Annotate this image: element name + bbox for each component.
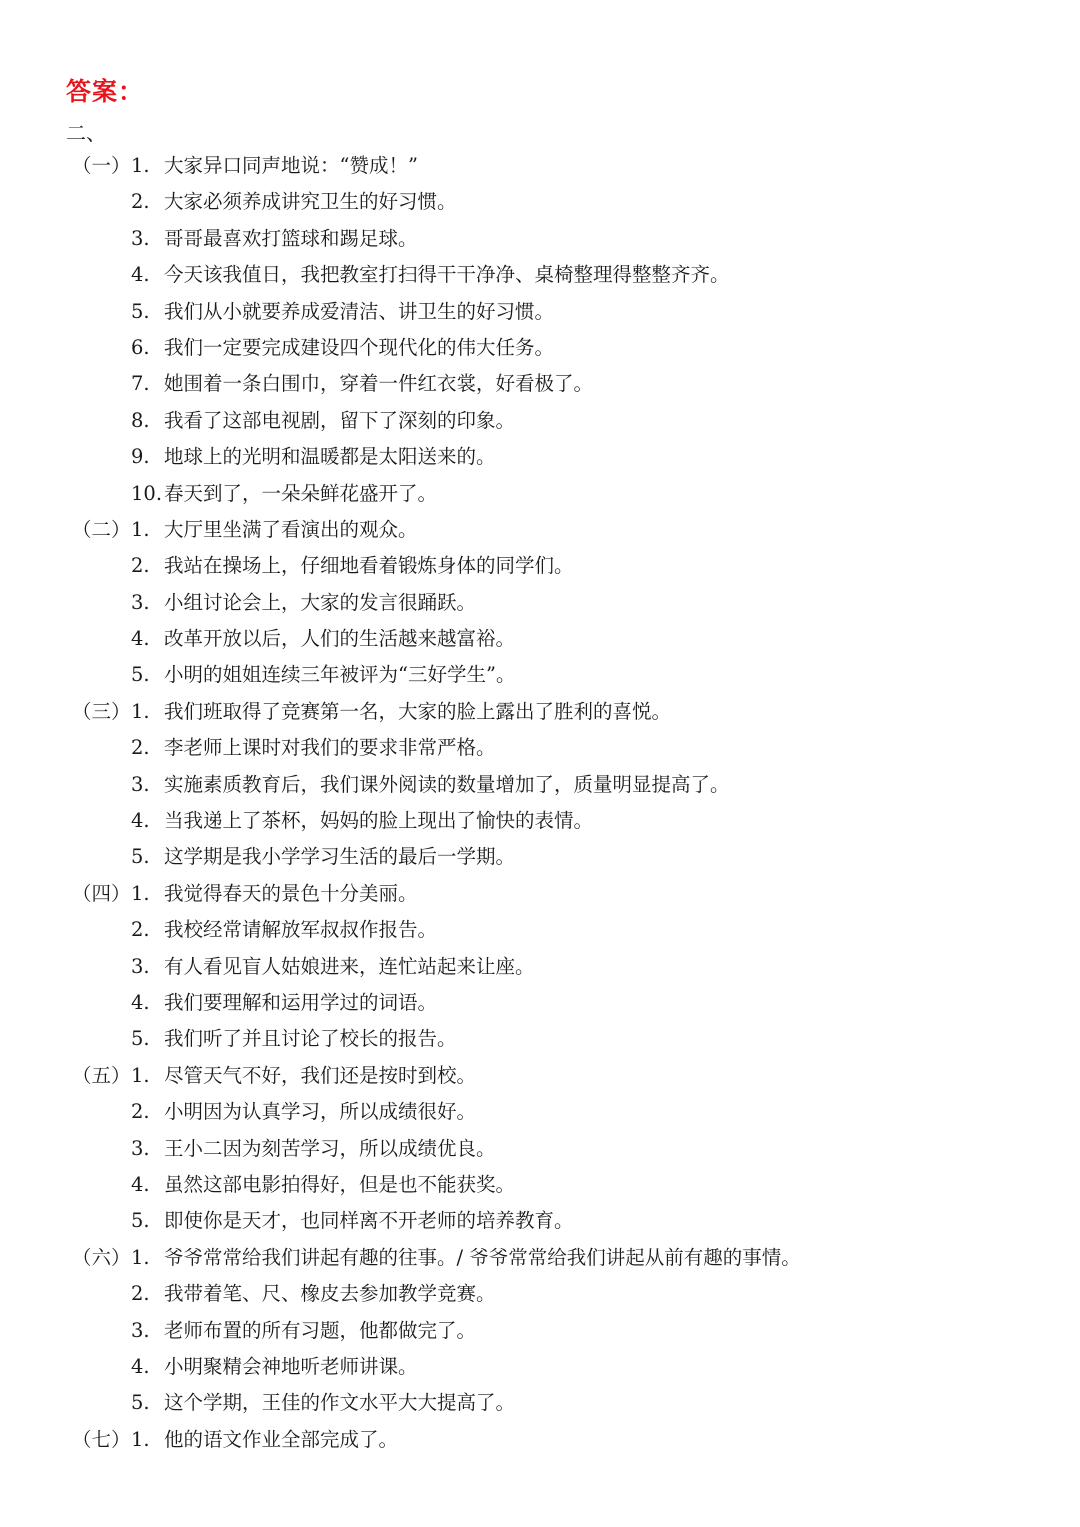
answer-row	[0, 476, 1080, 512]
item-text: 我校经常请解放军叔叔作报告。	[164, 918, 438, 942]
item-text: 王小二因为刻苦学习，所以成绩优良。	[164, 1136, 496, 1160]
item-number: 4.	[131, 1172, 150, 1196]
group-label: （六）	[72, 1245, 131, 1269]
item-text: 她围着一条白围巾，穿着一件红衣裳，好看极了。	[164, 372, 594, 396]
answer-row	[0, 148, 1080, 184]
item-number: 1.	[131, 1063, 150, 1087]
answer-row	[0, 949, 1080, 985]
item-text: 这个学期，王佳的作文水平大大提高了。	[164, 1391, 516, 1415]
answer-row	[0, 439, 1080, 475]
item-text: 即使你是天才，也同样离不开老师的培养教育。	[164, 1209, 574, 1233]
item-text: 春天到了，一朵朵鲜花盛开了。	[164, 481, 438, 505]
answer-row	[0, 1313, 1080, 1349]
answer-row	[0, 621, 1080, 657]
answer-row	[0, 985, 1080, 1021]
answer-row	[0, 803, 1080, 839]
group-label: （二）	[72, 517, 131, 541]
item-text: 小明聚精会神地听老师讲课。	[164, 1354, 418, 1378]
answer-row	[0, 548, 1080, 584]
item-text: 当我递上了茶杯，妈妈的脸上现出了愉快的表情。	[164, 809, 594, 833]
group-label: （三）	[72, 699, 131, 723]
item-text: 我们要理解和运用学过的词语。	[164, 990, 438, 1014]
item-number: 2.	[131, 1100, 150, 1124]
item-text: 这学期是我小学学习生活的最后一学期。	[164, 845, 516, 869]
answer-row	[0, 657, 1080, 693]
item-number: 3.	[131, 1318, 150, 1342]
item-number: 1.	[131, 517, 150, 541]
item-number: 6.	[131, 335, 150, 359]
item-text: 虽然这部电影拍得好，但是也不能获奖。	[164, 1172, 516, 1196]
item-text: 我觉得春天的景色十分美丽。	[164, 881, 418, 905]
answer-row	[0, 912, 1080, 948]
item-number: 2.	[131, 918, 150, 942]
item-number: 1.	[131, 1245, 150, 1269]
answer-row	[0, 366, 1080, 402]
section-heading: 二、	[66, 121, 106, 145]
item-text: 老师布置的所有习题，他都做完了。	[164, 1318, 477, 1342]
group-label: （七）	[72, 1427, 131, 1451]
item-number: 2.	[131, 1282, 150, 1306]
item-number: 10.	[131, 481, 163, 505]
item-text: 我看了这部电视剧，留下了深刻的印象。	[164, 408, 516, 432]
item-text: 实施素质教育后，我们课外阅读的数量增加了，质量明显提高了。	[164, 772, 730, 796]
item-number: 4.	[131, 627, 150, 651]
item-number: 5.	[131, 663, 150, 687]
item-number: 4.	[131, 809, 150, 833]
answer-row	[0, 184, 1080, 220]
item-text: 我们班取得了竞赛第一名，大家的脸上露出了胜利的喜悦。	[164, 699, 672, 723]
item-number: 2.	[131, 190, 150, 214]
item-text: 改革开放以后，人们的生活越来越富裕。	[164, 627, 516, 651]
answer-row	[0, 1021, 1080, 1057]
item-number: 5.	[131, 845, 150, 869]
answer-row	[0, 876, 1080, 912]
answer-row	[0, 694, 1080, 730]
item-text: 他的语文作业全部完成了。	[164, 1427, 399, 1451]
answer-row	[0, 221, 1080, 257]
item-number: 2.	[131, 736, 150, 760]
item-text: 我们听了并且讨论了校长的报告。	[164, 1027, 457, 1051]
item-text: 地球上的光明和温暖都是太阳送来的。	[164, 445, 496, 469]
item-text: 我们从小就要养成爱清洁、讲卫生的好习惯。	[164, 299, 555, 323]
group-label: （一）	[72, 154, 131, 177]
item-text: 大厅里坐满了看演出的观众。	[164, 517, 418, 541]
answer-row	[0, 1240, 1080, 1276]
answer-row	[0, 730, 1080, 766]
item-number: 5.	[131, 299, 150, 323]
answer-row	[0, 1167, 1080, 1203]
answer-row	[0, 294, 1080, 330]
item-number: 5.	[131, 1391, 150, 1415]
item-number: 3.	[131, 772, 150, 796]
answer-row	[0, 512, 1080, 548]
item-number: 4.	[131, 263, 150, 287]
item-text: 李老师上课时对我们的要求非常严格。	[164, 736, 496, 760]
item-number: 3.	[131, 590, 150, 614]
item-number: 1.	[131, 699, 150, 723]
answer-row	[0, 1422, 1080, 1458]
item-text: 小明因为认真学习，所以成绩很好。	[164, 1100, 477, 1124]
item-number: 5.	[131, 1209, 150, 1233]
item-number: 9.	[131, 445, 150, 469]
item-text: 尽管天气不好，我们还是按时到校。	[164, 1063, 477, 1087]
item-text: 小明的姐姐连续三年被评为“三好学生”。	[164, 663, 516, 687]
answer-row	[0, 1385, 1080, 1421]
answer-row	[0, 1094, 1080, 1130]
answer-row	[0, 1058, 1080, 1094]
item-number: 5.	[131, 1027, 150, 1051]
answer-row	[0, 839, 1080, 875]
answer-row	[0, 767, 1080, 803]
item-text: 大家必须养成讲究卫生的好习惯。	[164, 190, 457, 214]
item-text: 哥哥最喜欢打篮球和踢足球。	[164, 226, 418, 250]
item-text: 小组讨论会上，大家的发言很踊跃。	[164, 590, 477, 614]
answer-list	[0, 148, 1080, 1458]
answer-row	[0, 1349, 1080, 1385]
group-label: （五）	[72, 1063, 131, 1087]
item-text: 有人看见盲人姑娘进来，连忙站起来让座。	[164, 954, 535, 978]
answer-row	[0, 585, 1080, 621]
item-number: 1.	[131, 881, 150, 905]
item-number: 4.	[131, 990, 150, 1014]
answer-row	[0, 257, 1080, 293]
item-text: 我带着笔、尺、橡皮去参加教学竞赛。	[164, 1282, 496, 1306]
answer-row	[0, 1276, 1080, 1312]
item-number: 7.	[131, 372, 150, 396]
item-number: 8.	[131, 408, 150, 432]
item-text: 爷爷常常给我们讲起有趣的往事。/ 爷爷常常给我们讲起从前有趣的事情。	[164, 1245, 801, 1269]
item-number: 2.	[131, 554, 150, 578]
item-number: 1.	[131, 154, 150, 177]
answer-row	[0, 330, 1080, 366]
group-label: （四）	[72, 881, 131, 905]
item-text: 大家异口同声地说：“赞成！”	[164, 154, 418, 177]
answer-row	[0, 403, 1080, 439]
item-text: 我站在操场上，仔细地看着锻炼身体的同学们。	[164, 554, 574, 578]
answer-title: 答案：	[66, 77, 145, 106]
item-text: 我们一定要完成建设四个现代化的伟大任务。	[164, 335, 555, 359]
answer-row	[0, 1203, 1080, 1239]
item-number: 1.	[131, 1427, 150, 1451]
item-text: 今天该我值日，我把教室打扫得干干净净、桌椅整理得整整齐齐。	[164, 263, 730, 287]
item-number: 4.	[131, 1354, 150, 1378]
answer-row	[0, 1131, 1080, 1167]
item-number: 3.	[131, 954, 150, 978]
item-number: 3.	[131, 1136, 150, 1160]
item-number: 3.	[131, 226, 150, 250]
